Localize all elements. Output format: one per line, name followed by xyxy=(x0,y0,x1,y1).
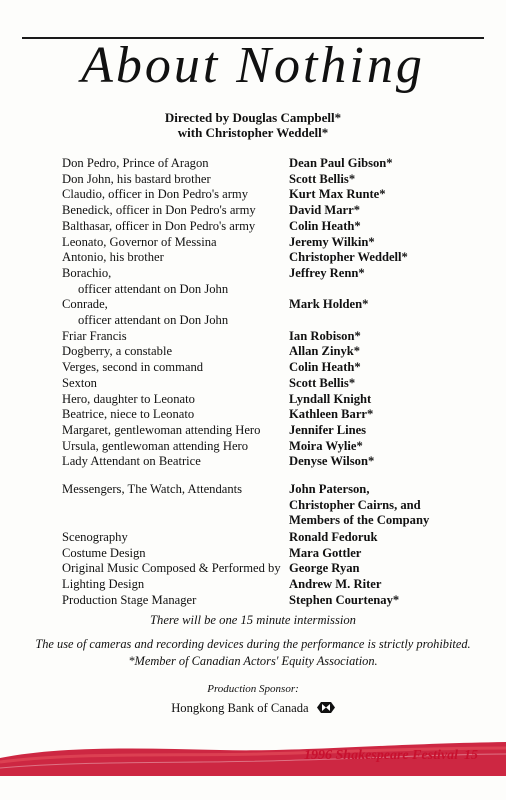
ensemble-row xyxy=(62,482,462,529)
cast-row xyxy=(62,392,462,408)
cast-role: Dogberry, a constable xyxy=(62,344,173,359)
cast-role: Leonato, Governor of Messina xyxy=(62,234,217,249)
cast-row xyxy=(62,282,462,298)
ensemble-actors xyxy=(289,482,429,529)
cast-actor: Christopher Weddell* xyxy=(289,250,408,265)
cast-row xyxy=(62,219,462,235)
cast-row xyxy=(62,407,462,423)
cast-row xyxy=(62,329,462,345)
crew-role: Original Music Composed & Performed by xyxy=(62,561,281,576)
cast-actor: David Marr* xyxy=(289,203,360,218)
crew-row xyxy=(62,561,462,577)
cast-row xyxy=(62,423,462,439)
cast-row xyxy=(62,313,462,329)
crew-role: Costume Design xyxy=(62,545,146,560)
intermission-note: There will be one 15 minute intermission xyxy=(150,613,356,627)
cast-actor: Scott Bellis* xyxy=(289,375,356,390)
cast-row xyxy=(62,266,462,282)
ensemble-role: Messengers, The Watch, Attendants xyxy=(62,482,243,497)
cast-role: Balthasar, officer in Don Pedro's army xyxy=(62,218,256,233)
cast-role: Claudio, officer in Don Pedro's army xyxy=(62,187,249,202)
cast-actor: Moira Wylie* xyxy=(289,438,363,453)
crew-name: George Ryan xyxy=(289,561,360,576)
sponsor xyxy=(0,701,506,716)
cast-actor: Jeffrey Renn* xyxy=(289,265,365,280)
hexagon-bank-logo-icon xyxy=(317,702,335,713)
cast-role: Benedick, officer in Don Pedro's army xyxy=(62,203,256,218)
cast-actor: Kurt Max Runte* xyxy=(289,187,386,202)
crew-role: Scenography xyxy=(62,530,128,544)
cast-role: Don John, his bastard brother xyxy=(62,171,211,186)
cast-role: Verges, second in command xyxy=(62,360,204,375)
cast-row xyxy=(62,439,462,455)
notice xyxy=(0,636,506,670)
cast-actor: Colin Heath* xyxy=(289,360,361,375)
cast-list xyxy=(62,156,462,529)
sponsor-name: Hongkong Bank of Canada xyxy=(171,701,309,715)
crew-row xyxy=(62,577,462,593)
cast-role: Friar Francis xyxy=(62,328,127,343)
cast-row xyxy=(62,235,462,251)
cast-role: Margaret, gentlewoman attending Hero xyxy=(62,422,261,437)
cast-row xyxy=(62,376,462,392)
cast-role: Conrade, xyxy=(62,297,108,312)
cast-role: officer attendant on Don John xyxy=(78,281,229,296)
page-footer xyxy=(304,748,478,764)
cast-role: Beatrice, niece to Leonato xyxy=(62,407,195,422)
crew-row xyxy=(62,546,462,562)
cast-role: Don Pedro, Prince of Aragon xyxy=(62,156,209,170)
crew-role: Lighting Design xyxy=(62,577,145,592)
director-credit xyxy=(0,110,506,140)
spacer xyxy=(62,470,462,482)
sponsor-label: Production Sponsor: xyxy=(207,683,299,695)
cast-row xyxy=(62,187,462,203)
cast-row xyxy=(62,360,462,376)
cast-actor: Mark Holden* xyxy=(289,297,369,312)
crew-row xyxy=(62,593,462,609)
cast-role: Borachio, xyxy=(62,265,112,280)
page-number: 15 xyxy=(464,748,478,763)
cast-actor: Denyse Wilson* xyxy=(289,454,375,469)
crew-name: Andrew M. Riter xyxy=(289,577,382,592)
page-title: About Nothing xyxy=(81,37,425,94)
cast-actor: Colin Heath* xyxy=(289,218,361,233)
ensemble-actor-line: Members of the Company xyxy=(289,513,430,528)
cast-role: Sexton xyxy=(62,375,97,390)
cast-role: Hero, daughter to Leonato xyxy=(62,391,195,406)
cast-row xyxy=(62,172,462,188)
cast-actor: Allan Zinyk* xyxy=(289,344,361,359)
cast-row xyxy=(62,344,462,360)
cast-row xyxy=(62,250,462,266)
cast-role: Ursula, gentlewoman attending Hero xyxy=(62,438,249,453)
cast-row xyxy=(62,156,462,172)
festival-name: 1996 Shakespeare Festival xyxy=(304,748,458,763)
cast-row xyxy=(62,454,462,470)
cast-actor: Dean Paul Gibson* xyxy=(289,156,393,170)
directed-by-line: Directed by Douglas Campbell* xyxy=(164,110,342,125)
cast-actor: Jennifer Lines xyxy=(289,422,367,437)
equity-note: *Member of Canadian Actors' Equity Association. xyxy=(128,654,378,668)
crew-name: Stephen Courtenay* xyxy=(289,592,400,607)
ensemble-actor-line: John Paterson, xyxy=(289,482,370,497)
cast-row xyxy=(62,297,462,313)
cast-actor: Lyndall Knight xyxy=(289,391,372,406)
crew-name: Ronald Fedoruk xyxy=(289,530,378,544)
cast-role: officer attendant on Don John xyxy=(78,313,229,328)
cast-actor: Jeremy Wilkin* xyxy=(289,234,375,249)
cast-actor: Scott Bellis* xyxy=(289,171,356,186)
camera-notice: The use of cameras and recording devices during the performance is strictly prohibited. xyxy=(35,637,471,651)
crew-role: Production Stage Manager xyxy=(62,592,197,607)
cast-actor: Kathleen Barr* xyxy=(289,407,374,422)
cast-role: Lady Attendant on Beatrice xyxy=(62,454,201,469)
cast-role: Antonio, his brother xyxy=(62,250,164,265)
ensemble-actor-line: Christopher Cairns, and xyxy=(289,497,421,512)
cast-row xyxy=(62,203,462,219)
crew-name: Mara Gottler xyxy=(289,545,362,560)
cast-actor: Ian Robison* xyxy=(289,328,361,343)
crew-list xyxy=(62,530,462,609)
crew-row xyxy=(62,530,462,546)
with-line: with Christopher Weddell* xyxy=(177,125,329,140)
